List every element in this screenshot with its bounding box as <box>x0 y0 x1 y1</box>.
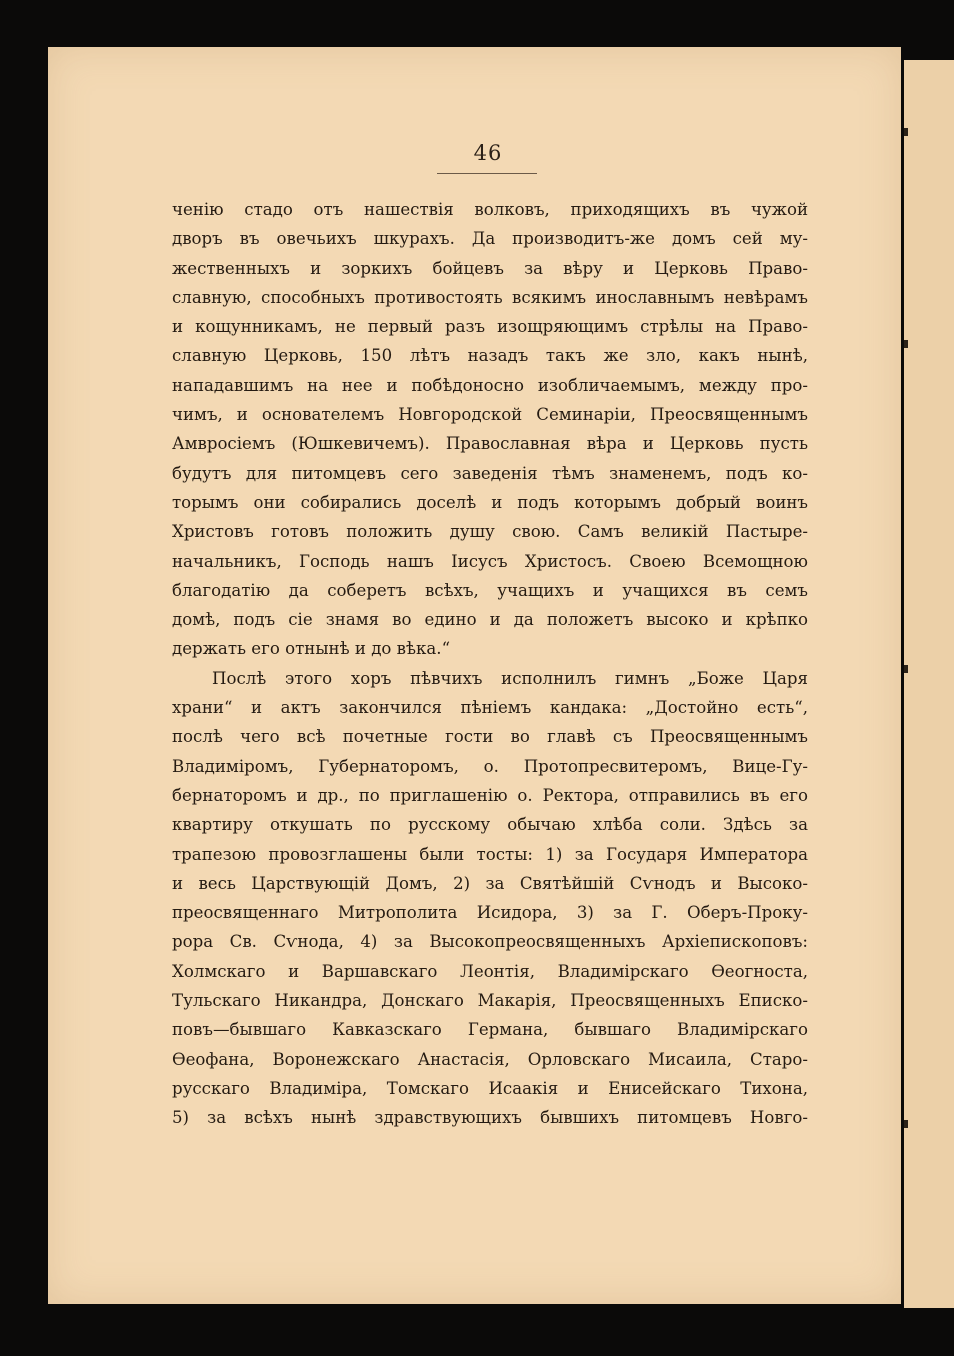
text-line: домѣ, подъ сіе знамя во едино и да положетъ высоко и крѣпко <box>172 610 808 630</box>
text-line: держать его отнынѣ и до вѣка.“ <box>172 639 451 659</box>
text-line: рора Св. Сѵнода, 4) за Высокопреосвященныхъ Архіепископовъ: <box>172 932 808 952</box>
page-number-rule <box>437 173 537 174</box>
body-text <box>172 195 808 1133</box>
text-line: благодатію да соберетъ всѣхъ, учащихъ и учащихся въ семъ <box>172 580 808 600</box>
text-line: торымъ они собирались доселѣ и подъ которымъ добрый воинъ <box>172 492 808 512</box>
text-line: 5) за всѣхъ нынѣ здравствующихъ бывшихъ питомцевъ Новго- <box>172 1108 808 1128</box>
edge-mark <box>904 1120 908 1128</box>
text-line: Владиміромъ, Губернаторомъ, о. Протопресвитеромъ, Вице-Гу- <box>172 756 808 776</box>
text-line: Послѣ этого хоръ пѣвчихъ исполнилъ гимнъ „Боже Царя <box>212 668 808 688</box>
text-line: послѣ чего всѣ почетные гости во главѣ съ Преосвященнымъ <box>172 727 808 747</box>
text-line: храни“ и актъ закончился пѣніемъ кандака: „Достойно есть“, <box>172 698 808 718</box>
text-line: дворъ въ овечьихъ шкурахъ. Да производитъ-же домъ сей му- <box>172 229 808 249</box>
text-line: Христовъ готовъ положить душу свою. Самъ великій Пастыре- <box>172 522 808 542</box>
text-line: начальникъ, Господь нашъ Іисусъ Христосъ. Своею Всемощною <box>172 551 808 571</box>
text-line: и весь Царствующій Домъ, 2) за Святѣйшій Сѵнодъ и Высоко- <box>172 873 808 893</box>
text-line: квартиру откушать по русскому обычаю хлѣба соли. Здѣсь за <box>172 815 808 835</box>
text-line: Холмскаго и Варшавскаго Леонтія, Владимірскаго Ѳеогноста, <box>172 961 808 981</box>
text-line: Амвросіемъ (Юшкевичемъ). Православная вѣра и Церковь пусть <box>172 434 808 454</box>
text-line: чимъ, и основателемъ Новгородской Семинаріи, Преосвященнымъ <box>172 405 808 425</box>
text-line: славную, способныхъ противостоять всякимъ инославнымъ невѣрамъ <box>172 287 808 307</box>
text-line: ченію стадо отъ нашествія волковъ, приходящихъ въ чужой <box>172 200 808 219</box>
text-line: русскаго Владиміра, Томскаго Исаакія и Енисейскаго Тихона, <box>172 1078 808 1098</box>
text-line: бернаторомъ и др., по приглашенію о. Ректора, отправились въ его <box>172 785 808 805</box>
edge-mark <box>904 665 908 673</box>
text-line: трапезою провозглашены были тосты: 1) за Государя Императора <box>172 844 808 864</box>
page-number: 46 <box>473 141 503 165</box>
text-line: жественныхъ и зоркихъ бойцевъ за вѣру и Церковь Право- <box>172 258 808 278</box>
adjacent-page-edge <box>904 60 954 1308</box>
text-line: преосвященнаго Митрополита Исидора, 3) за Г. Оберъ-Проку- <box>172 903 808 923</box>
text-line: нападавшимъ на нее и побѣдоносно изобличаемымъ, между про- <box>172 375 808 395</box>
edge-mark <box>904 340 908 348</box>
text-line: будутъ для питомцевъ сего заведенія тѣмъ знаменемъ, подъ ко- <box>172 463 808 483</box>
text-line: славную Церковь, 150 лѣтъ назадъ такъ же зло, какъ нынѣ, <box>172 346 808 366</box>
text-line: Ѳеофана, Воронежскаго Анастасія, Орловскаго Мисаила, Старо- <box>172 1049 808 1069</box>
edge-mark <box>904 128 908 136</box>
text-line: Тульскаго Никандра, Донскаго Макарія, Преосвященныхъ Еписко- <box>172 991 808 1011</box>
text-line: повъ—бывшаго Кавказскаго Германа, бывшаго Владимірскаго <box>172 1020 808 1040</box>
text-line: и кощунникамъ, не первый разъ изощряющимъ стрѣлы на Право- <box>172 317 808 337</box>
